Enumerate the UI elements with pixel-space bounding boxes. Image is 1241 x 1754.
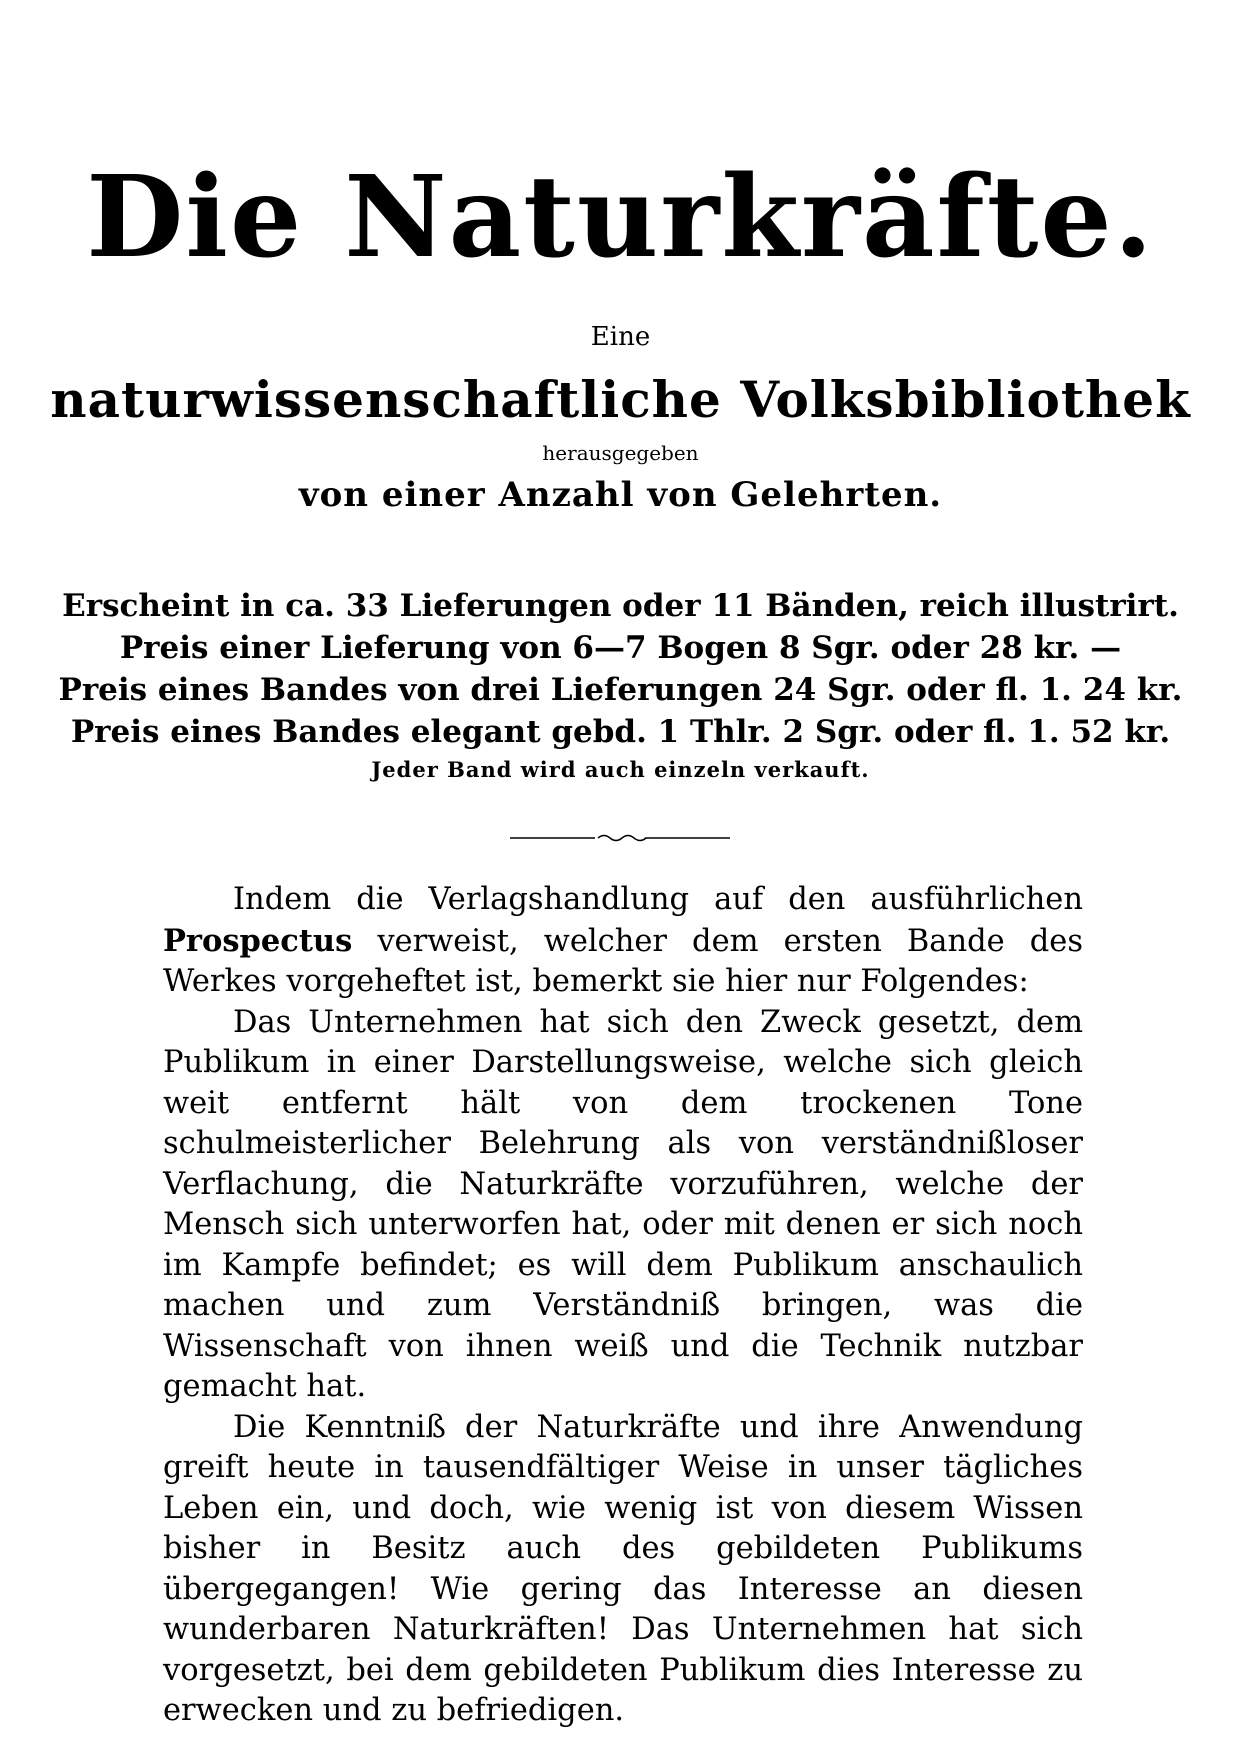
authors-line: von einer Anzahl von Gelehrten. (298, 475, 943, 515)
prospectus-term: Prospectus (163, 922, 353, 959)
paragraph-2: Das Unternehmen hat sich den Zweck gesetzt, dem Publikum in einer Darstellungsweise, welche sich gleich weit entfernt hält von dem trockenen Tone schulmeisterlicher Belehrung als von verständnißloser Verflachung, die Naturkräfte vorzuführen, welche der Mensch sich unterworfen hat, oder mit denen er sich noch im Kampfe befindet; es will dem Publikum anschaulich machen und zum Verständniß bringen, was die Wissenschaft von ihnen weiß und die Technik nutzbar gemacht hat. (163, 1004, 1083, 1404)
info-line-4: Preis eines Bandes elegant gebd. 1 Thlr. 2 Sgr. oder fl. 1. 52 kr. (70, 714, 1171, 750)
paragraph-1-part-b: verweist, welcher dem ersten Bande des Werkes vorgeheftet ist, bemerkt sie hier nur Folgendes: (163, 923, 1083, 999)
paragraph-1-part-a: Indem die Verlagshandlung auf den ausführlichen (233, 882, 1083, 917)
info-line-2: Preis einer Lieferung von 6—7 Bogen 8 Sgr. oder 28 kr. — (119, 630, 1122, 666)
herausgegeben-label: herausgegeben (542, 441, 699, 465)
info-line-1: Erscheint in ca. 33 Lieferungen oder 11 Bänden, reich illustrirt. (62, 588, 1179, 624)
publication-info (0, 585, 1241, 787)
page-title: Die Naturkräfte. (86, 152, 1155, 283)
body-text (163, 880, 1083, 1732)
info-line-5: Jeder Band wird auch einzeln verkauft. (371, 757, 870, 782)
info-line-3: Preis eines Bandes von drei Lieferungen 24 Sgr. oder fl. 1. 24 kr. (58, 672, 1183, 708)
subtitle: naturwissenschaftliche Volksbibliothek (50, 370, 1191, 429)
paragraph-1 (163, 880, 1083, 1003)
ornament-divider (510, 832, 730, 844)
subtitle-eine: Eine (590, 322, 651, 352)
paragraph-3: Die Kenntniß der Naturkräfte und ihre Anwendung greift heute in tausendfältiger Weise in unser tägliches Leben ein, und doch, wie wenig ist von diesem Wissen bisher in Besitz auch des gebildeten Publikums übergegangen! Wie gering das Interesse an diesen wunderbaren Naturkräften! Das Unternehmen hat sich vorgesetzt, bei dem gebildeten Publikum dies Interesse zu erwecken und zu befriedigen. (163, 1409, 1083, 1728)
